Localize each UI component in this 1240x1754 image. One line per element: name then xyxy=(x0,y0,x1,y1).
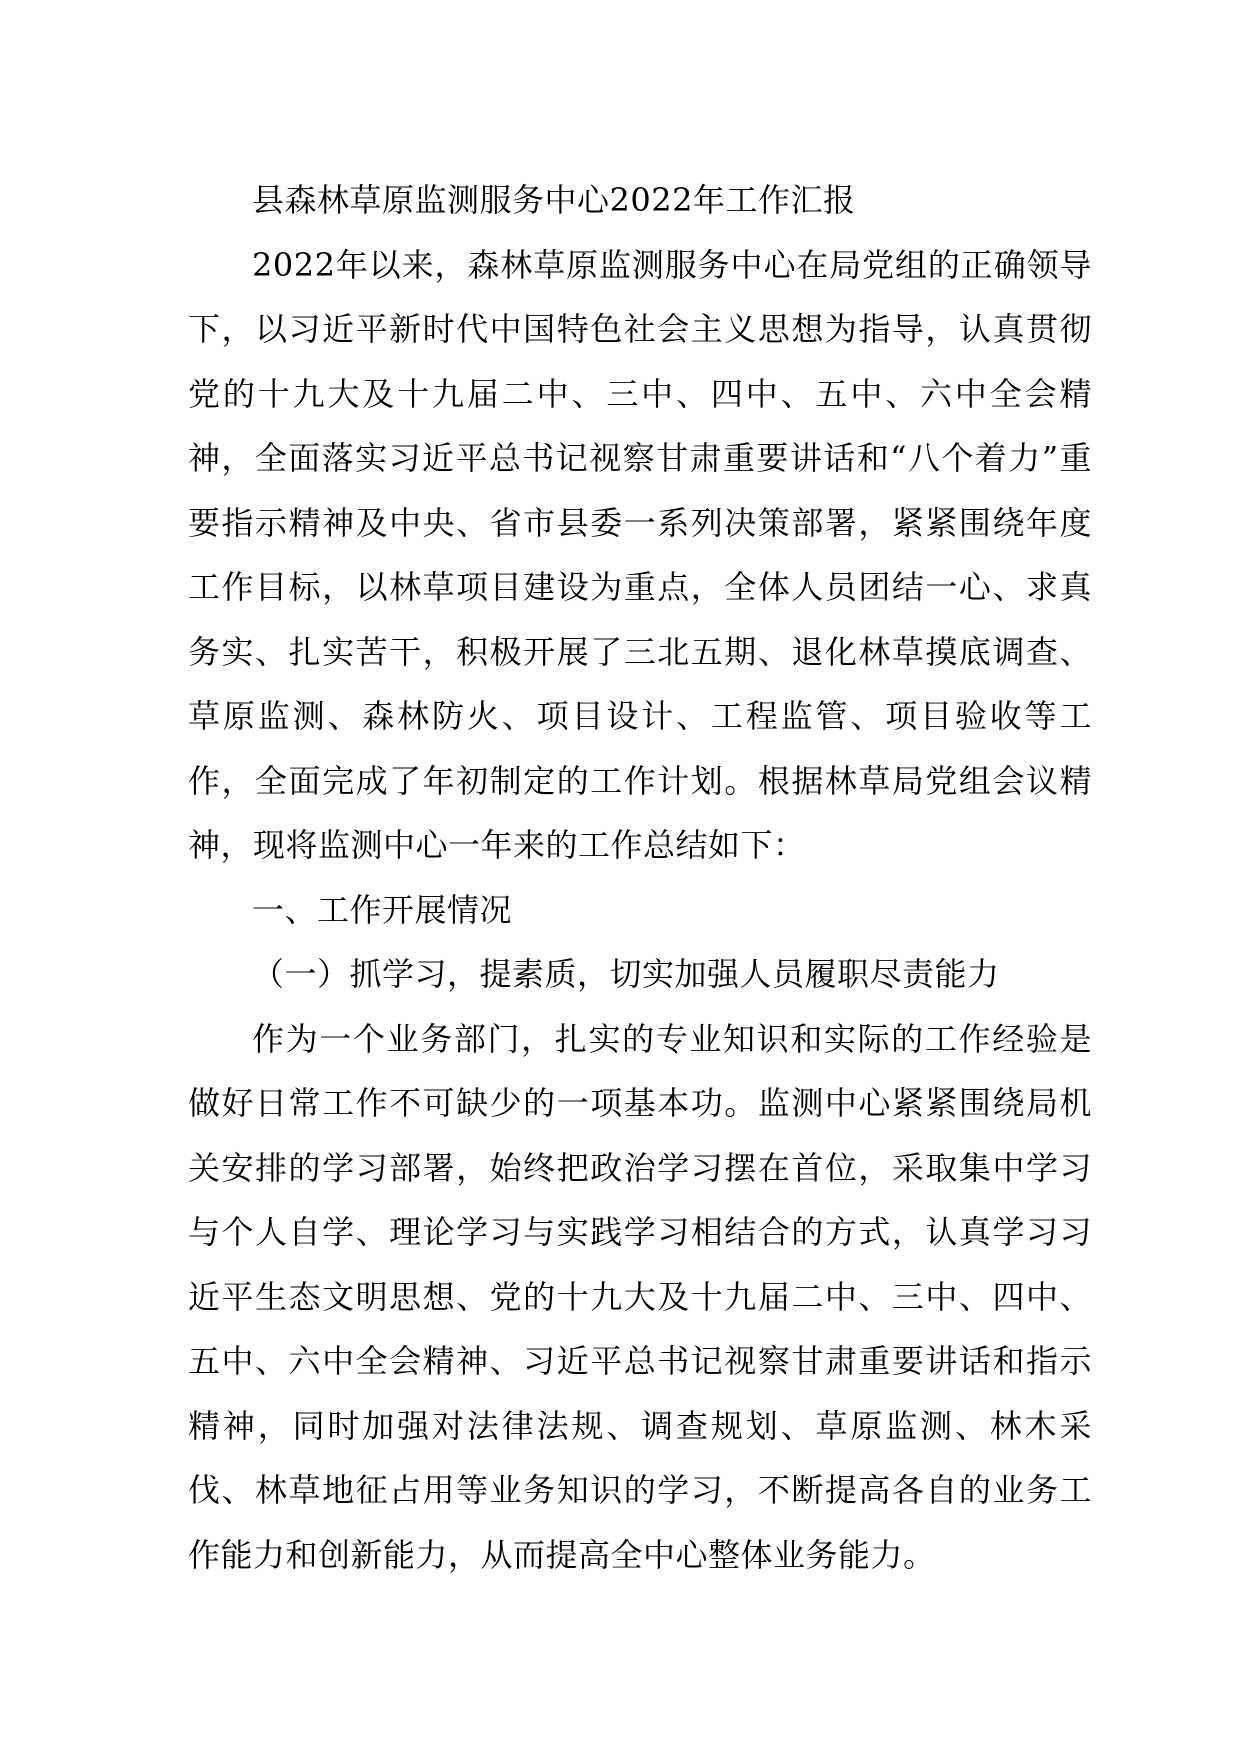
document-body xyxy=(188,168,1092,1587)
document-title: 县森林草原监测服务中心2022年工作汇报 xyxy=(252,181,856,219)
subsection-heading-1: （一）抓学习，提素质，切实加强人员履职尽责能力 xyxy=(252,955,1000,993)
section-heading-1: 一、工作开展情况 xyxy=(252,890,513,929)
intro-paragraph: 2022年以来，森林草原监测服务中心在局党组的正确领导下，以习近平新时代中国特色社会主义思想为指导，认真贯彻党的十九大及十九届二中、三中、四中、五中、六中全会精神，全面落实习近平总书记视察甘肃重要讲话和“八个着力”重要指示精神及中央、省市县委一系列决策部署，紧紧围绕年度工作目标，以林草项目建设为重点，全体人员团结一心、求真务实、扎实苦干，积极开展了三北五期、退化林草摸底调查、草原监测、森林防火、项目设计、工程监管、项目验收等工作，全面完成了年初制定的工作计划。根据林草局党组会议精神，现将监测中心一年来的工作总结如下： xyxy=(188,245,1092,864)
subsection-1-paragraph: 作为一个业务部门，扎实的专业知识和实际的工作经验是做好日常工作不可缺少的一项基本功。监测中心紧紧围绕局机关安排的学习部署，始终把政治学习摆在首位，采取集中学习与个人自学、理论学习与实践学习相结合的方式，认真学习习近平生态文明思想、党的十九大及十九届二中、三中、四中、五中、六中全会精神、习近平总书记视察甘肃重要讲话和指示精神，同时加强对法律法规、调查规划、草原监测、林木采伐、林草地征占用等业务知识的学习，不断提高各自的业务工作能力和创新能力，从而提高全中心整体业务能力。 xyxy=(188,1019,1092,1574)
